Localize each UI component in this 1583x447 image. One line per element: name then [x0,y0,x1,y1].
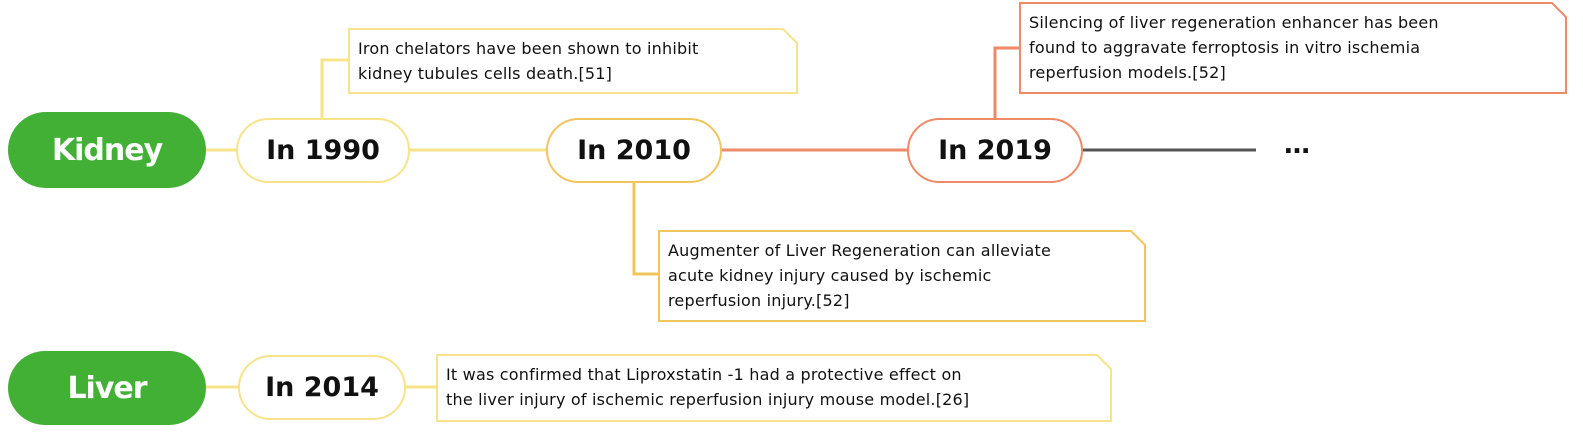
continuation-ellipsis: … [1284,130,1311,160]
note-2010-line-1: Augmenter of Liver Regeneration can alleviate [668,241,1051,260]
year-1990-label: In 1990 [266,135,380,166]
note-2019 [1019,2,1567,94]
note-2010-line-2: acute kidney injury caused by ischemic [668,266,992,285]
note-2010 [658,230,1146,322]
year-1990 [236,118,410,183]
note-2014-line-2: the liver injury of ischemic reperfusion injury mouse model.[26] [446,390,970,409]
connector-2019-note [995,48,1021,118]
organ-kidney [8,112,206,188]
year-2019 [907,118,1083,183]
note-2014-line-1: It was confirmed that Liproxstatin -1 had a protective effect on [446,365,962,384]
note-2019-line-2: found to aggravate ferroptosis in vitro ischemia [1029,38,1421,57]
organ-liver-label: Liver [67,370,147,406]
note-1990-line-2: kidney tubules cells death.[51] [358,64,613,83]
note-2010-line-3: reperfusion injury.[52] [668,291,850,310]
connector-2010-note [634,182,660,274]
year-2014-label: In 2014 [265,372,379,403]
note-2019-line-3: reperfusion models.[52] [1029,63,1226,82]
note-1990 [348,28,798,94]
year-2014 [238,355,406,420]
note-2019-line-1: Silencing of liver regeneration enhancer has been [1029,13,1439,32]
year-2019-label: In 2019 [938,135,1052,166]
note-2014 [436,354,1112,422]
note-1990-line-1: Iron chelators have been shown to inhibit [358,39,699,58]
year-2010-label: In 2010 [577,135,691,166]
organ-kidney-label: Kidney [51,132,163,168]
organ-liver [8,351,206,425]
year-2010 [546,118,722,183]
connector-1990-note [322,60,350,118]
